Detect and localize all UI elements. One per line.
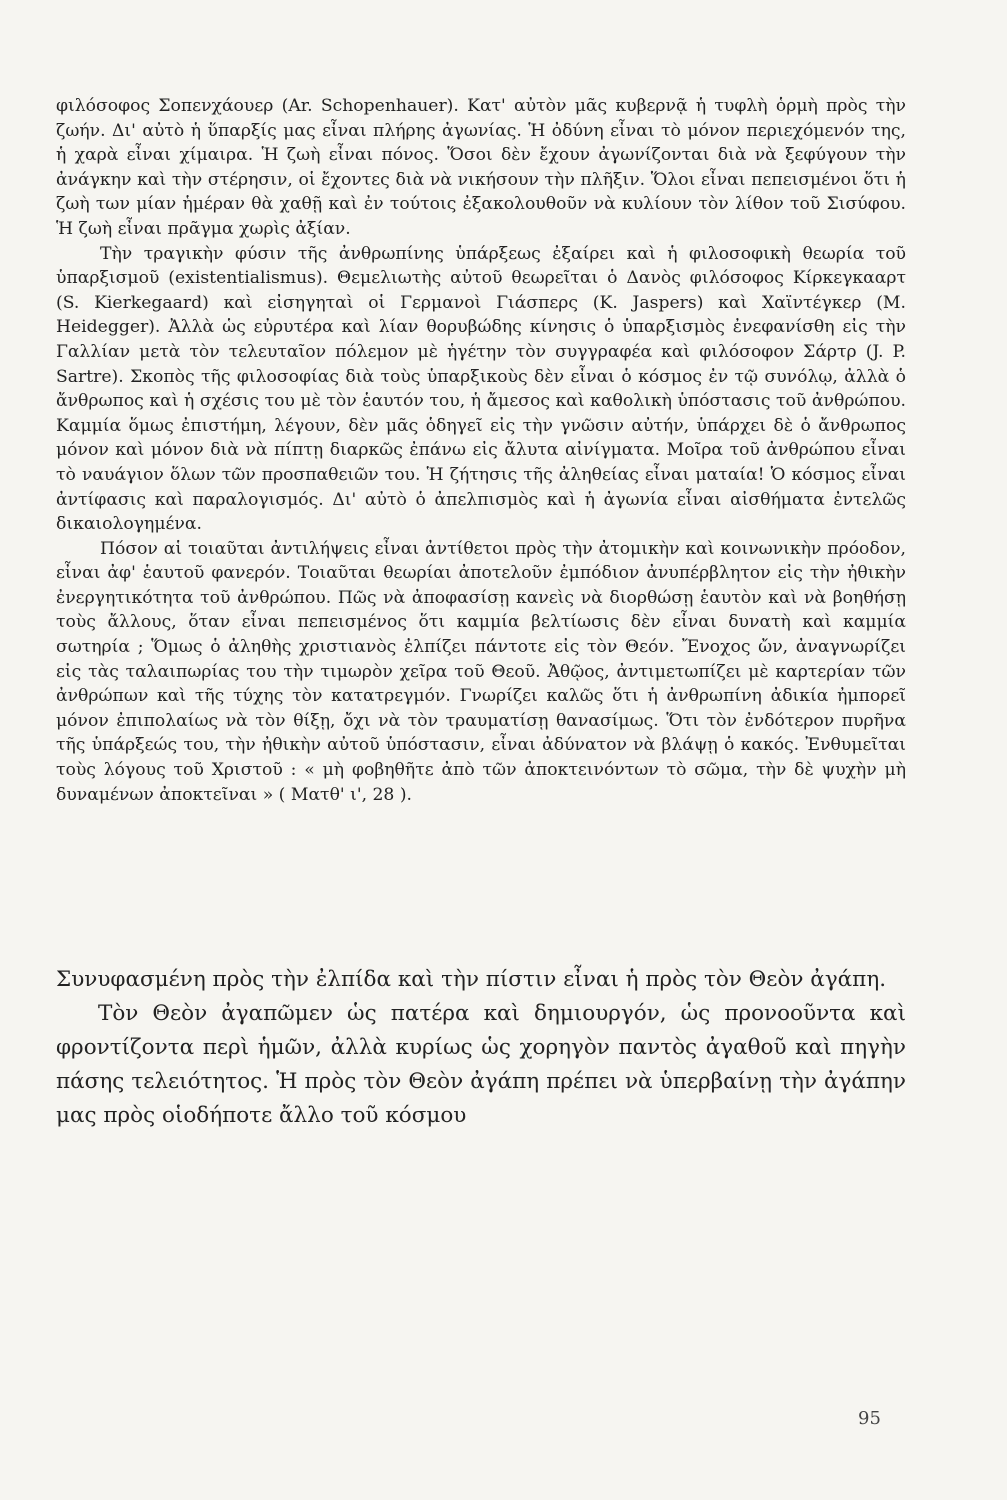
section-existentialism xyxy=(56,94,906,807)
paragraph-existentialism: Τὴν τραγικὴν φύσιν τῆς ἀνθρωπίνης ὑπάρξεως ἐξαίρει καὶ ἡ φιλοσοφικὴ θεωρία τοῦ ὑπαρξισμοῦ (existentialismus). Θεμελιωτὴς αὐτοῦ θεωρεῖται ὁ Δανὸς φιλόσοφος Κίρκεγκααρτ (S. Kierkegaard) καὶ εἰσηγηταὶ οἱ Γερμανοὶ Γιάσπερς (K. Jaspers) καὶ Χαϊντέγκερ (M. Heidegger). Ἀλλὰ ὡς εὐρυτέρα καὶ λίαν θορυβώδης κίνησις ὁ ὑπαρξισμὸς ἐνεφανίσθη εἰς τὴν Γαλλίαν μετὰ τὸν τελευταῖον πόλεμον μὲ ἡγέτην τὸν συγγραφέα καὶ φιλόσοφον Σάρτρ (J. P. Sartre). Σκοπὸς τῆς φιλοσοφίας διὰ τοὺς ὑπαρξικοὺς δὲν εἶναι ὁ κόσμος ἐν τῷ συνόλῳ, ἀλλὰ ὁ ἄνθρωπος καὶ ἡ σχέσις του μὲ τὸν ἑαυτόν του, ἡ ἄμεσος καὶ καθολικὴ ὑπόστασις τοῦ ἀνθρώπου. Καμμία ὅμως ἐπιστήμη, λέγουν, δὲν μᾶς ὁδηγεῖ εἰς τὴν γνῶσιν αὐτήν, ὑπάρχει δὲ ὁ ἄνθρωπος μόνον καὶ μόνον διὰ νὰ πίπτῃ διαρκῶς ἐπάνω εἰς ἄλυτα αἰνίγματα. Μοῖρα τοῦ ἀνθρώπου εἶναι τὸ ναυάγιον ὅλων τῶν προσπαθειῶν του. Ἡ ζήτησις τῆς ἀληθείας εἶναι ματαία! Ὁ κόσμος εἶναι ἀντίφασις καὶ παραλογισμός. Δι' αὐτὸ ὁ ἀπελπισμὸς καὶ ἡ ἀγωνία εἶναι αἰσθήματα ἐντελῶς δικαιολογημένα. xyxy=(56,243,906,535)
section-love-of-god xyxy=(56,963,906,1133)
paragraph-love-intro: Συνυφασμένη πρὸς τὴν ἐλπίδα καὶ τὴν πίστιν εἶναι ἡ πρὸς τὸν Θεὸν ἀγάπη. xyxy=(56,967,887,992)
paragraph-christian-hope: Πόσον αἱ τοιαῦται ἀντιλήψεις εἶναι ἀντίθετοι πρὸς τὴν ἀτομικὴν καὶ κοινωνικὴν πρόοδον, εἶναι ἀφ' ἑαυτοῦ φανερόν. Τοιαῦται θεωρίαι ἀποτελοῦν ἐμπόδιον ἀνυπέρβλητον εἰς τὴν ἠθικὴν ἐνεργητικότητα τοῦ ἀνθρώπου. Πῶς νὰ ἀποφασίσῃ κανεὶς νὰ διορθώσῃ ἑαυτὸν καὶ νὰ βοηθήσῃ τοὺς ἄλλους, ὅταν εἶναι πεπεισμένος ὅτι καμμία βελτίωσις δὲν εἶναι δυνατὴ καὶ καμμία σωτηρία ; Ὅμως ὁ ἀληθὴς χριστιανὸς ἐλπίζει πάντοτε εἰς τὸν Θεόν. Ἔνοχος ὤν, ἀναγνωρίζει εἰς τὰς ταλαιπωρίας του τὴν τιμωρὸν χεῖρα τοῦ Θεοῦ. Ἀθῷος, ἀντιμετωπίζει μὲ καρτερίαν τῶν ἀνθρώπων καὶ τῆς τύχης τὸν κατατρεγμόν. Γνωρίζει καλῶς ὅτι ἡ ἀνθρωπίνη ἀδικία ἠμπορεῖ μόνον ἐπιπολαίως νὰ τὸν θίξῃ, ὄχι νὰ τὸν τραυματίσῃ θανασίμως. Ὅτι τὸν ἐνδότερον πυρῆνα τῆς ὑπάρξεώς του, τὴν ἠθικὴν αὐτοῦ ὑπόστασιν, εἶναι ἀδύνατον νὰ βλάψῃ ὁ κακός. Ἐνθυμεῖται τοὺς λόγους τοῦ Χριστοῦ : « μὴ φοβηθῆτε ἀπὸ τῶν ἀποκτεινόντων τὸ σῶμα, τὴν δὲ ψυχὴν μὴ δυναμένων ἀποκτεῖναι » ( Ματθ' ι', 28 ). xyxy=(56,538,906,805)
paragraph-love-body: Τὸν Θεὸν ἀγαπῶμεν ὡς πατέρα καὶ δημιουργόν, ὡς προνοοῦντα καὶ φροντίζοντα περὶ ἡμῶν, ἀλλὰ κυρίως ὡς χορηγὸν παντὸς ἀγαθοῦ καὶ πηγὴν πάσης τελειότητος. Ἡ πρὸς τὸν Θεὸν ἀγάπη πρέπει νὰ ὑπερβαίνῃ τὴν ἀγάπην μας πρὸς οἱοδήποτε ἄλλο τοῦ κόσμου xyxy=(56,1001,906,1128)
paragraph-schopenhauer: φιλόσοφος Σοπενχάουερ (Ar. Schopenhauer). Κατ' αὐτὸν μᾶς κυβερνᾷ ἡ τυφλὴ ὁρμὴ πρὸς τὴν ζωήν. Δι' αὐτὸ ἡ ὕπαρξίς μας εἶναι πλήρης ἀγωνίας. Ἡ ὀδύνη εἶναι τὸ μόνον περιεχόμενόν της, ἡ χαρὰ εἶναι χίμαιρα. Ἡ ζωὴ εἶναι πόνος. Ὅσοι δὲν ἔχουν ἀγωνίζονται διὰ νὰ ξεφύγουν τὴν ἀνάγκην καὶ τὴν στέρησιν, οἱ ἔχοντες διὰ νὰ νικήσουν τὴν πλῆξιν. Ὅλοι εἶναι πεπεισμένοι ὅτι ἡ ζωὴ των μίαν ἡμέραν θὰ χαθῇ καὶ ἐν τούτοις ἐξακολουθοῦν νὰ κυλίουν τὸν λίθον τοῦ Σισύφου. Ἡ ζωὴ εἶναι πρᾶγμα χωρὶς ἀξίαν. xyxy=(56,96,906,239)
page-number: 95 xyxy=(858,1408,881,1429)
